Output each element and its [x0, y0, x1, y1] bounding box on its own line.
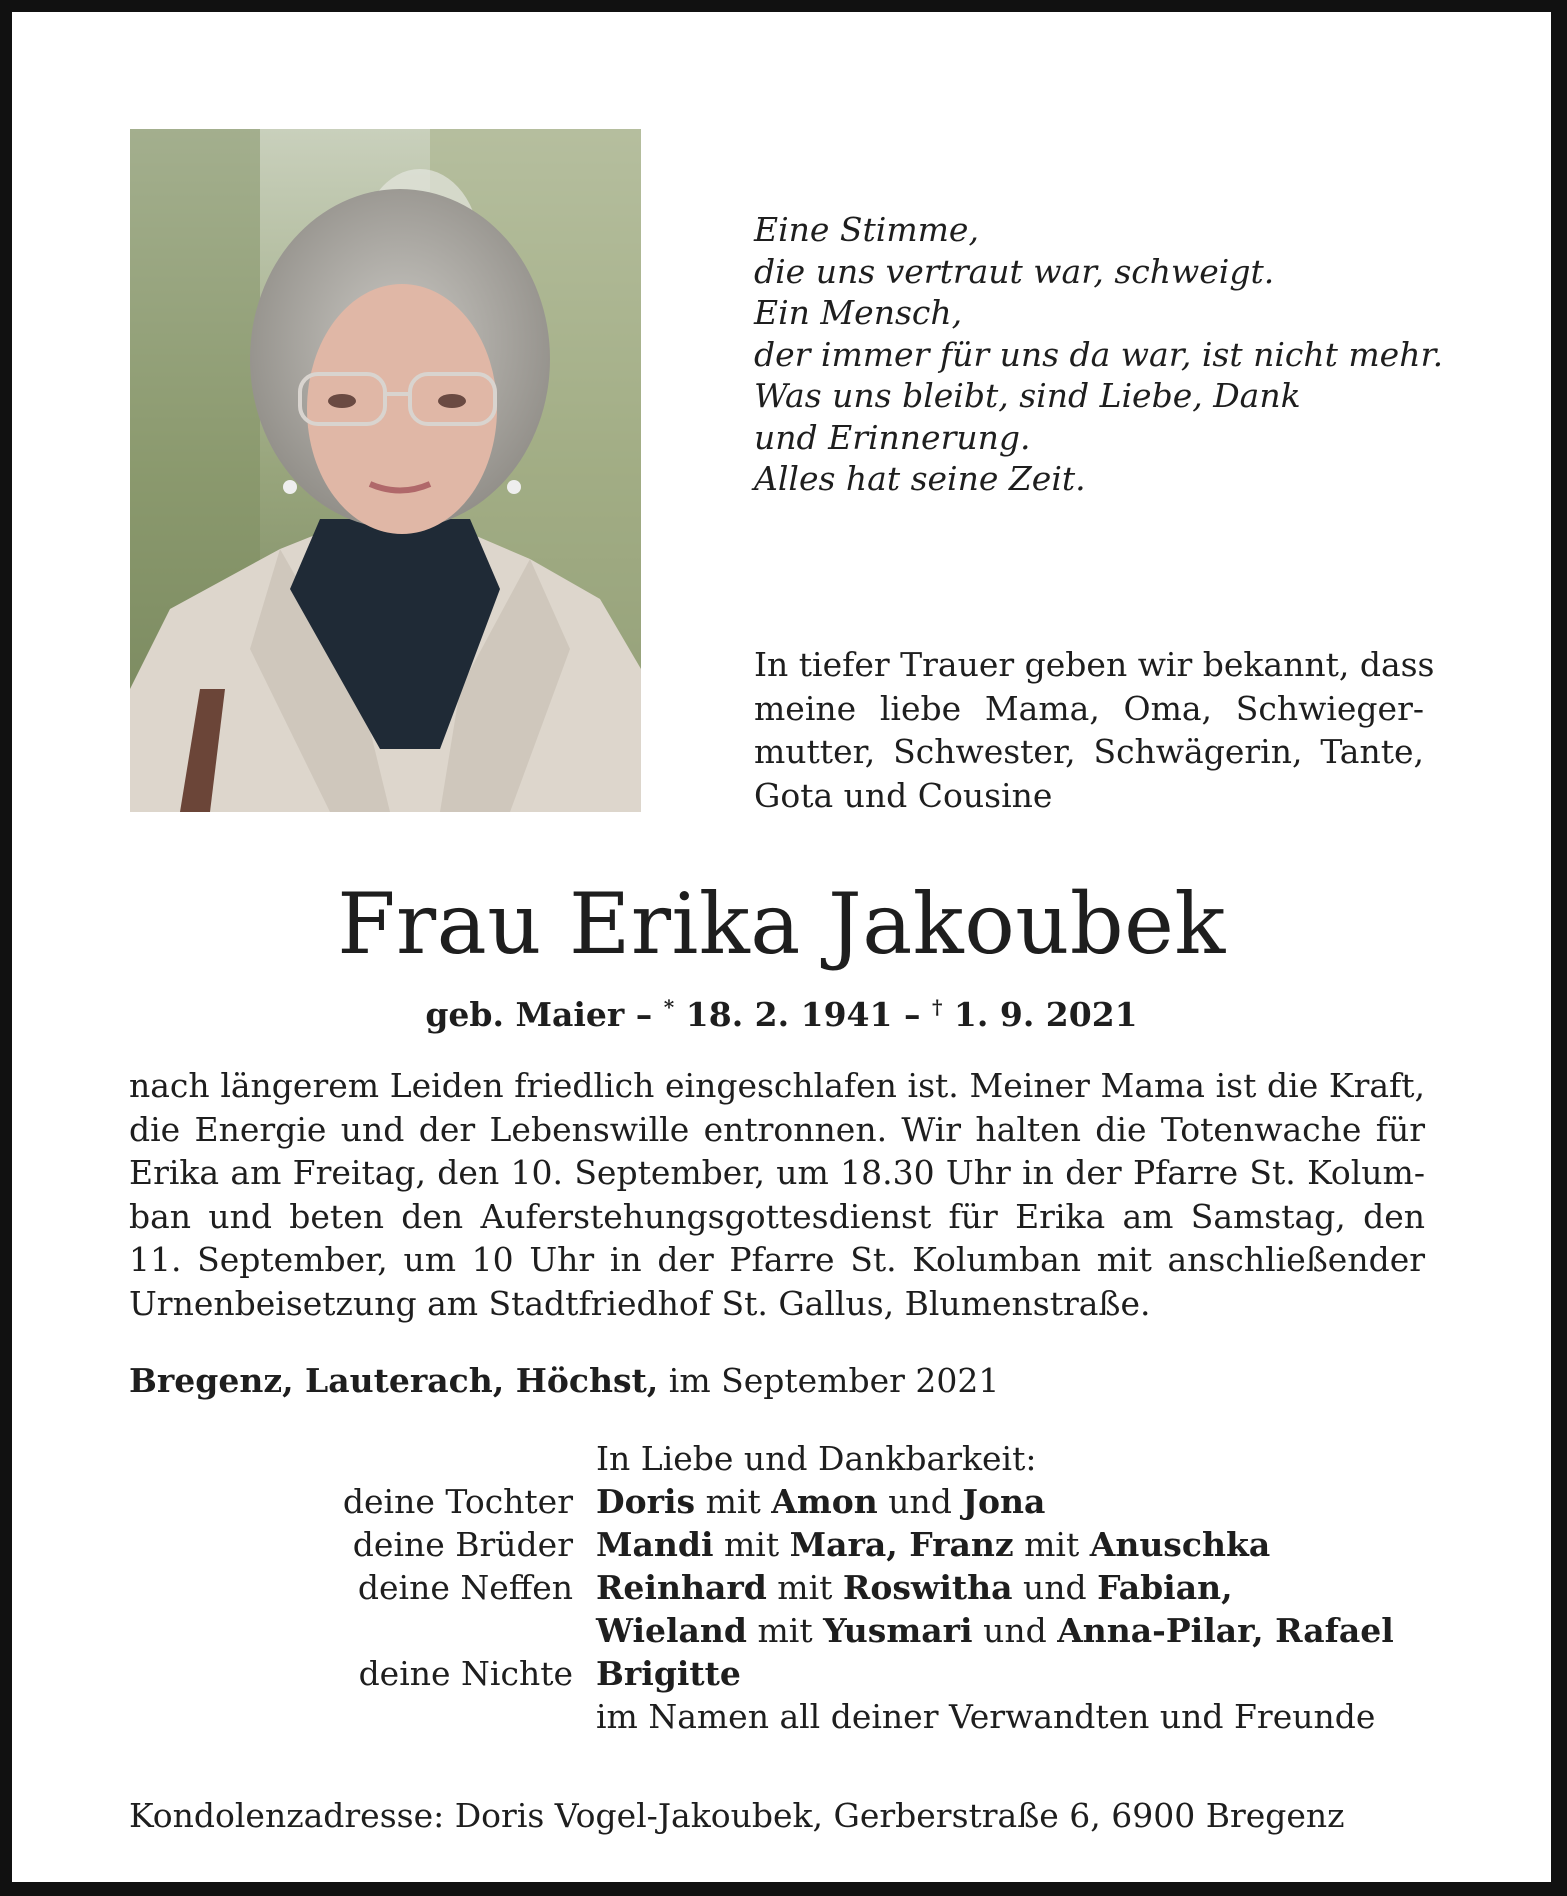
condolence-address: Kondolenzadresse: Doris Vogel-Jakoubek, Gerberstraße 6, 6900 Bregenz [129, 1796, 1345, 1835]
closing-line: im Namen all deiner Verwandten und Freunde [596, 1697, 1376, 1736]
relative-name: Brigitte [596, 1654, 741, 1693]
dash: – [635, 995, 653, 1034]
relative-name: Fabian, [1097, 1568, 1233, 1607]
deceased-name: Frau Erika Jakoubek [337, 875, 1226, 973]
portrait-photo [130, 129, 641, 812]
relative-names-brothers [596, 1523, 1270, 1566]
life-dates [12, 986, 1551, 1036]
relative-name: Mara, Franz [789, 1525, 1014, 1564]
relative-label-niece: deine Nichte [358, 1654, 573, 1693]
maiden-name: geb. Maier [425, 995, 625, 1034]
relative-label-nephews: deine Neffen [357, 1568, 573, 1607]
relative-names-nephews [596, 1609, 1394, 1652]
poem-line: und Erinnerung. [754, 417, 1031, 457]
connector: mit [747, 1611, 824, 1650]
place-towns: Bregenz, Lauterach, Höchst, [129, 1361, 659, 1400]
relative-name: Jona [962, 1482, 1046, 1521]
place-and-date [129, 1359, 999, 1402]
place-date: im September 2021 [658, 1361, 1000, 1400]
dash: – [903, 995, 921, 1034]
death-date: 1. 9. 2021 [953, 995, 1138, 1034]
poem [754, 209, 1443, 500]
obituary-page [12, 12, 1551, 1882]
poem-line: die uns vertraut war, schweigt. [754, 251, 1275, 291]
signature-intro: In Liebe und Dankbarkeit: [596, 1439, 1037, 1478]
relative-name: Wieland [596, 1611, 747, 1650]
relative-name: Reinhard [596, 1568, 767, 1607]
relative-name: Doris [596, 1482, 696, 1521]
birth-symbol: * [663, 995, 675, 1019]
body-line: nach längerem Leiden friedlich eingeschlafen ist. Meiner Mama ist die Kraft, [129, 1066, 1425, 1105]
connector: und [1012, 1568, 1098, 1607]
connector: mit [1013, 1525, 1090, 1564]
body-line: Urnenbeisetzung am Stadtfriedhof St. Gallus, Blumenstraße. [129, 1283, 1151, 1323]
relative-name: Amon [771, 1482, 878, 1521]
relative-name: Anna-Pilar, Rafael [1057, 1611, 1394, 1650]
relative-names-niece [596, 1652, 741, 1695]
intro-line: In tiefer Trauer geben wir bekannt, dass [754, 645, 1435, 684]
connector: mit [713, 1525, 790, 1564]
connector: und [972, 1611, 1058, 1650]
connector: und [877, 1482, 963, 1521]
body-line: ban und beten den Auferstehungsgottesdienst für Erika am Samstag, den [129, 1196, 1425, 1236]
body-line: die Energie und der Lebenswille entronnen. Wir halten die Totenwache für [129, 1109, 1425, 1149]
poem-line: der immer für uns da war, ist nicht mehr. [754, 334, 1444, 374]
connector: mit [766, 1568, 843, 1607]
intro-line: meine liebe Mama, Oma, Schwieger- [754, 688, 1424, 728]
relative-names-daughter [596, 1480, 1045, 1523]
connector: mit [695, 1482, 772, 1521]
relative-label-daughter: deine Tochter [342, 1482, 573, 1521]
intro-line: Gota und Cousine [754, 775, 1053, 815]
relative-label-brothers: deine Brüder [352, 1525, 573, 1564]
poem-line: Alles hat seine Zeit. [754, 459, 1086, 498]
birth-date: 18. 2. 1941 [685, 995, 893, 1034]
death-symbol: † [931, 995, 943, 1019]
body-text [129, 1064, 1425, 1325]
poem-line: Ein Mensch, [754, 293, 963, 332]
relative-name: Yusmari [823, 1611, 973, 1650]
body-line: Erika am Freitag, den 10. September, um 18.30 Uhr in der Pfarre St. Kolum- [129, 1153, 1425, 1192]
poem-line: Eine Stimme, [754, 210, 979, 249]
intro-text [754, 643, 1435, 817]
intro-line: mutter, Schwester, Schwägerin, Tante, [754, 732, 1424, 771]
relative-name: Roswitha [842, 1568, 1013, 1607]
portrait-photo-image [130, 129, 641, 812]
poem-line: Was uns bleibt, sind Liebe, Dank [754, 376, 1301, 415]
relative-name: Anuschka [1089, 1525, 1271, 1564]
body-line: 11. September, um 10 Uhr in der Pfarre St. Kolumban mit anschließender [129, 1240, 1425, 1279]
relative-names-nephews [596, 1566, 1233, 1609]
relative-name: Mandi [596, 1525, 714, 1564]
